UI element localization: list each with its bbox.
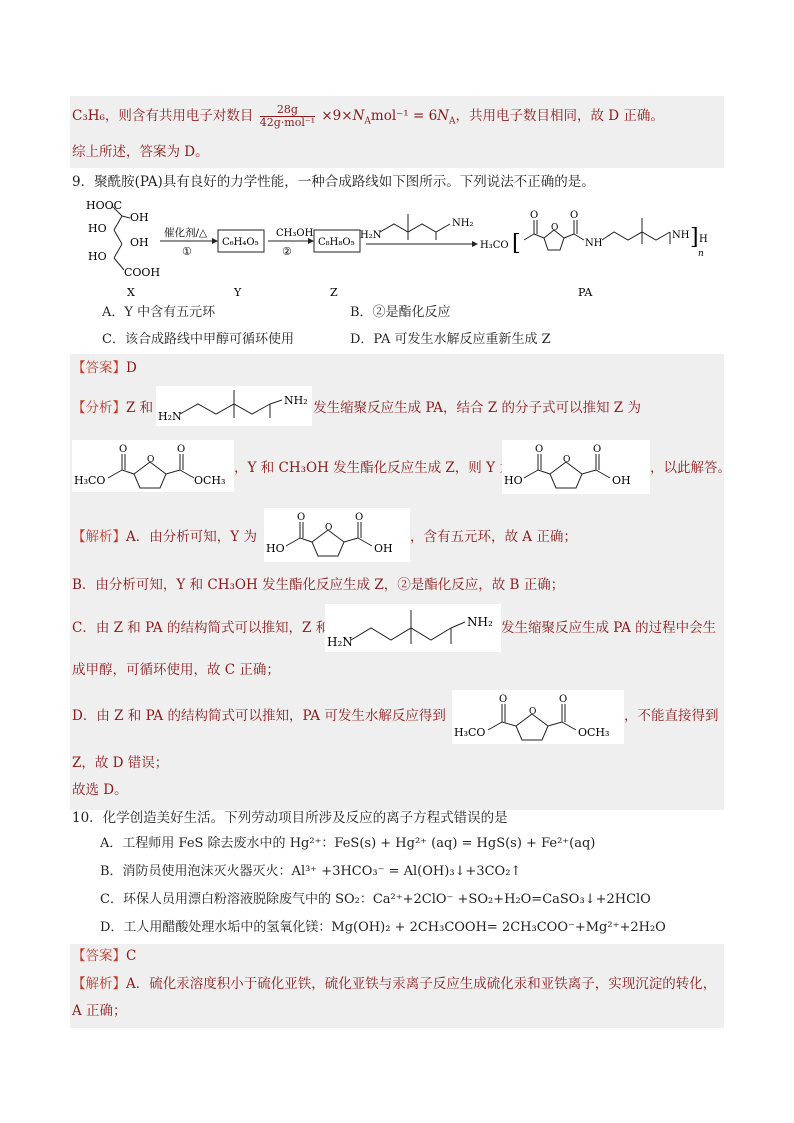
z2-o2: O — [559, 694, 568, 705]
step1-num: ① — [182, 245, 192, 258]
q10-jiexi-1 — [72, 974, 716, 994]
y-structure-2 — [264, 508, 410, 562]
pa-n: n — [698, 249, 704, 259]
q10-option-b: B．消防员使用泡沫灭火器灭火：Al³⁺ +3HCO₃⁻ = Al(OH)₃↓+3CO₂↑ — [100, 864, 522, 879]
jiexi-a-text: A．由分析可知，Y 为 — [126, 529, 257, 545]
q10-option-d: D．工人用醋酸处理水垢中的氢氧化镁：Mg(OH)₂ + 2CH₃COOH= 2CH₃COO⁻+Mg²⁺+2H₂O — [100, 920, 666, 935]
pa-o1: O — [530, 210, 539, 221]
top-text-b: ×9× — [321, 108, 353, 124]
y1-o2: O — [593, 444, 602, 455]
q9-option-b: B．②是酯化反应 — [350, 305, 451, 320]
s2-h2n: H₂N — [327, 635, 353, 649]
analysis-1a: Z 和 — [126, 400, 154, 416]
jiexi-a-post: ，含有五元环，故 A 正确； — [410, 529, 577, 545]
analysis-line-2b: ，以此解答。 — [650, 460, 731, 476]
q10-answer — [72, 946, 136, 966]
y1-o1: O — [535, 444, 544, 455]
jiexi-d-pre: D．由 Z 和 PA 的结构简式可以推知，PA 可发生水解反应得到 — [72, 708, 446, 724]
analysis-tag: 【分析】 — [72, 400, 126, 416]
q9-final: 故选 D。 — [72, 782, 128, 798]
diamine-structure-2 — [325, 604, 501, 652]
top-line-2: 综上所述，答案为 D。 — [72, 144, 209, 160]
jiexi-c-cont: 成甲醇，可循环使用，故 C 正确； — [72, 662, 280, 678]
jiexi-d-cont: Z，故 D 错误； — [72, 755, 169, 771]
top-text-a: C₃H₆，则含有共用电子对数目 — [72, 108, 254, 124]
box-z: C₈H₈O₅ — [318, 237, 355, 248]
pa-nh2: NH — [672, 230, 690, 241]
y2-o2: O — [355, 512, 364, 523]
q9-scheme — [72, 194, 726, 302]
q9-option-c: C．该合成路线中甲醇可循环使用 — [102, 332, 294, 347]
label-pa: PA — [578, 286, 593, 299]
q10-answer-tag: 【答案】 — [72, 948, 126, 964]
jiexi-d-post: ，不能直接得到 — [624, 708, 719, 724]
analysis-1b: 发生缩聚反应生成 PA，结合 Z 的分子式可以推知 Z 为 — [313, 400, 641, 416]
z-structure-2 — [452, 690, 624, 744]
fraction — [260, 104, 315, 129]
fraction-num: 28g — [260, 104, 315, 117]
na-sub: A — [364, 116, 371, 127]
y1-oh: OH — [612, 474, 631, 487]
y2-ho: HO — [266, 542, 285, 555]
na-sub-2: A — [448, 116, 456, 127]
z1-ring-o: O — [147, 455, 155, 465]
q10-stem: 10．化学创造美好生活。下列劳动项目所涉及反应的离子方程式错误的是 — [72, 810, 508, 826]
top-line-1 — [72, 104, 664, 132]
y2-ring-o: O — [325, 523, 333, 533]
q10-jiexi-a: A．硫化汞溶度积小于硫化亚铁，硫化亚铁与汞离子反应生成硫化汞和亚铁离子，实现沉淀的转化， — [126, 976, 717, 992]
pa-bracket-l: [ — [512, 231, 521, 256]
fraction-den: 42g·mol⁻¹ — [259, 116, 316, 129]
pa-h3co: H₃CO — [480, 240, 509, 251]
z1-o1: O — [119, 444, 128, 455]
x-ho2: HO — [88, 250, 107, 263]
z1-o2: O — [177, 444, 186, 455]
jiexi-tag: 【解析】 — [72, 529, 126, 545]
label-z: Z — [330, 286, 338, 299]
label-y: Y — [234, 286, 242, 299]
diamine-nh2: NH₂ — [452, 218, 474, 229]
label-x: X — [127, 286, 135, 299]
x-cooh: COOH — [124, 266, 161, 279]
box-y: C₆H₄O₅ — [222, 237, 259, 248]
jiexi-a-pre — [72, 527, 257, 547]
pa-h: H — [699, 234, 708, 245]
s2-nh2: NH₂ — [467, 615, 493, 629]
y2-o1: O — [297, 512, 306, 523]
z2-ring-o: O — [529, 707, 537, 717]
jiexi-c-post: 发生缩聚反应生成 PA 的过程中会生 — [501, 620, 717, 636]
pa-o2: O — [570, 210, 579, 221]
y1-ring-o: O — [563, 455, 571, 465]
q10-jiexi-2: A 正确； — [72, 1003, 127, 1019]
q10-answer-value: C — [126, 948, 137, 964]
q10-option-c: C．环保人员用漂白粉溶液脱除废气中的 SO₂：Ca²⁺+2ClO⁻ +SO₂+H₂O=CaSO₃↓+2HClO — [100, 892, 651, 907]
answer-value: D — [126, 360, 137, 376]
s1-nh2: NH₂ — [284, 394, 308, 407]
na-symbol: N — [352, 108, 365, 124]
x-ho1: HO — [88, 222, 107, 235]
top-text-d: ，共用电子数目相同，故 D 正确。 — [455, 108, 664, 124]
q10-jiexi-tag: 【解析】 — [72, 976, 126, 992]
top-text-c: mol⁻¹ = 6 — [370, 108, 438, 124]
y2-oh: OH — [374, 542, 393, 555]
step2-label: CH₃OH — [276, 228, 314, 239]
x-oh2: OH — [130, 236, 149, 249]
diamine-h2n: H₂N — [360, 230, 382, 241]
x-hooc: HOOC — [86, 199, 123, 212]
z1-h3co: H₃CO — [74, 474, 106, 487]
diamine-structure-1 — [156, 386, 312, 426]
q9-stem: 9．聚酰胺(PA)具有良好的力学性能，一种合成路线如下图所示。下列说法不正确的是。 — [72, 174, 595, 190]
z2-o1: O — [499, 694, 508, 705]
q9-answer — [72, 358, 137, 378]
z2-h3co: H₃CO — [454, 726, 486, 739]
answer-tag: 【答案】 — [72, 360, 126, 376]
s1-h2n: H₂N — [158, 410, 182, 423]
step1-label: 催化剂/△ — [164, 227, 208, 239]
q9-option-d: D．PA 可发生水解反应重新生成 Z — [350, 332, 551, 347]
z1-och3: OCH₃ — [194, 474, 226, 487]
q10-option-a: A．工程师用 FeS 除去废水中的 Hg²⁺：FeS(s) + Hg²⁺ (aq) = HgS(s) + Fe²⁺(aq) — [100, 836, 596, 851]
jiexi-b: B．由分析可知，Y 和 CH₃OH 发生酯化反应生成 Z，②是酯化反应，故 B 正确； — [72, 577, 565, 593]
pa-nh1: NH — [585, 238, 603, 249]
y-structure-1 — [502, 440, 650, 494]
analysis-line-2a: ，Y 和 CH₃OH 发生酯化反应生成 Z，则 Y 为 — [234, 460, 513, 476]
q9-option-a: A．Y 中含有五元环 — [102, 305, 216, 320]
jiexi-c-pre: C．由 Z 和 PA 的结构简式可以推知，Z 和 — [72, 620, 330, 636]
z2-och3: OCH₃ — [578, 726, 610, 739]
y1-ho: HO — [504, 474, 523, 487]
x-oh1: OH — [130, 211, 149, 224]
pa-ring-o: O — [551, 223, 559, 233]
pa-bracket-r: ] — [690, 225, 699, 250]
z-structure-1 — [72, 440, 234, 492]
step2-num: ② — [282, 245, 292, 258]
na-symbol-2: N — [437, 108, 449, 124]
